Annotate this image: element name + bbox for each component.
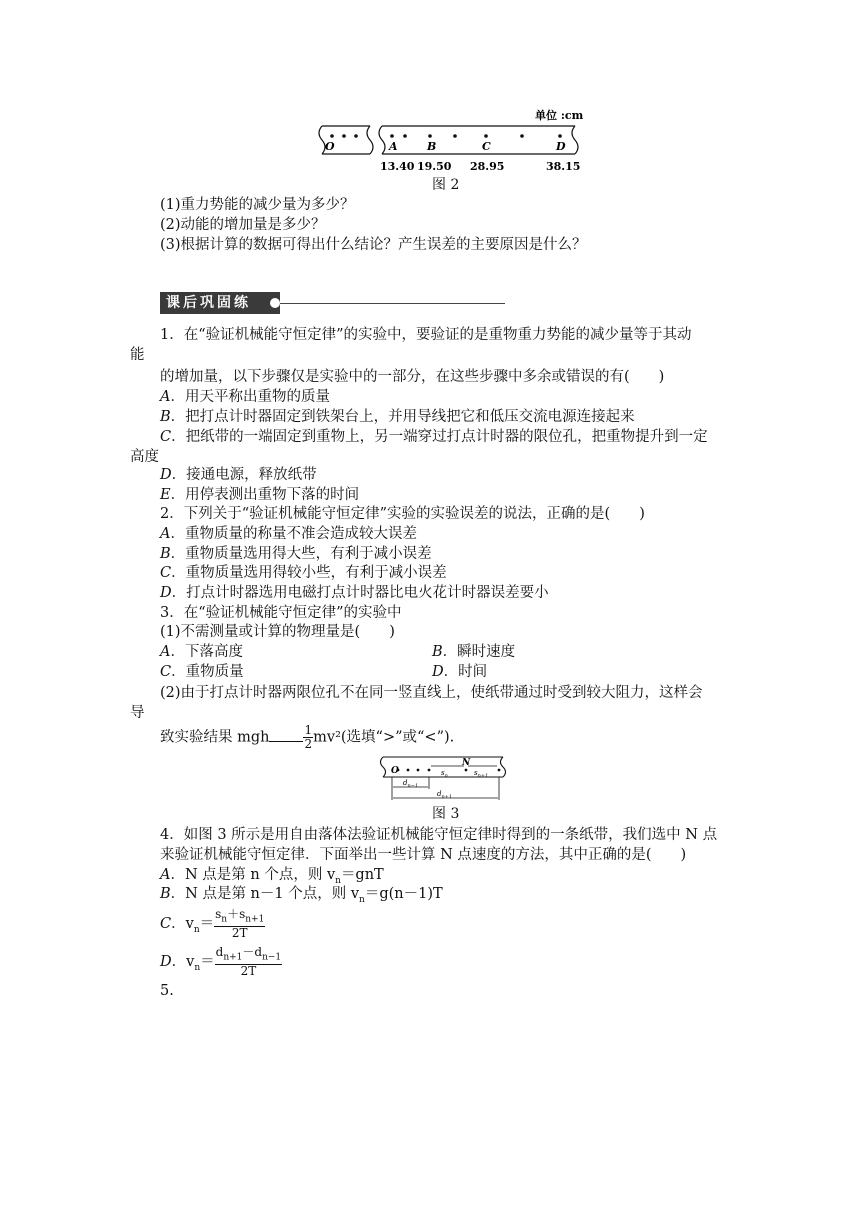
figure-3-tape bbox=[375, 754, 510, 806]
q1-option-b: B．把打点计时器固定到铁架台上，并用导线把它和低压交流电源连接起来 bbox=[160, 409, 635, 425]
q3-option-b: B．瞬时速度 bbox=[432, 644, 516, 660]
point-D: D bbox=[556, 140, 566, 153]
q2-option-a: A．重物质量的称量不准会造成较大误差 bbox=[160, 526, 417, 542]
point-C: C bbox=[482, 140, 491, 153]
q1-stem-c: 的增加量，以下步骤仅是实验中的一部分，在这些步骤中多余或错误的有( ) bbox=[160, 369, 665, 385]
value-C: 28.95 bbox=[470, 160, 505, 173]
q3-option-d: D．时间 bbox=[432, 664, 488, 680]
fig3-label-O: O bbox=[391, 766, 399, 776]
q2-stem: 2．下列关于“验证机械能守恒定律”实验的实验误差的说法，正确的是( ) bbox=[160, 506, 645, 522]
q4-stem-a: 4．如图 3 所示是用自由落体法验证机械能守恒定律时得到的一条纸带，我们选中 N 点 bbox=[160, 827, 718, 843]
q1-stem-a: 1．在“验证机械能守恒定律”的实验中，要验证的是重物重力势能的减少量等于其动 bbox=[160, 327, 692, 343]
q1-option-a: A．用天平称出重物的质量 bbox=[160, 389, 330, 405]
q4-option-b: B．N 点是第 n－1 个点，则 $v_n=g(n-1)T$ bbox=[160, 886, 443, 905]
q3-stem: 3．在“验证机械能守恒定律”的实验中 bbox=[160, 605, 402, 621]
q3-option-c: C．重物质量 bbox=[160, 664, 244, 680]
q4-option-d: D．$v_n=$ $\frac{d_{n+1}-d_{n-1}}{2T}$ bbox=[160, 945, 282, 979]
fig3-label-dn1: $d_{n+1}$ bbox=[437, 790, 453, 800]
fig3-label-dn-1: $d_{n-1}$ bbox=[403, 779, 419, 789]
q3-sub2-b: 导 bbox=[130, 705, 145, 721]
fig3-label-N: N bbox=[462, 758, 471, 768]
q3-option-a: A．下落高度 bbox=[160, 644, 243, 660]
q1-option-e: E．用停表测出重物下落的时间 bbox=[160, 487, 360, 503]
section-title: 课后巩固练 bbox=[160, 292, 280, 314]
point-B: B bbox=[427, 140, 437, 153]
value-B: 19.50 bbox=[417, 160, 452, 173]
q4-option-c: C．$v_n=$ $\frac{s_n+s_{n+1}}{2T}$ bbox=[160, 907, 265, 941]
q2-option-b: B．重物质量选用得大些，有利于减小误差 bbox=[160, 546, 432, 562]
point-A: A bbox=[389, 140, 398, 153]
question-top-2: (2)动能的增加量是多少？ bbox=[160, 217, 326, 233]
answer-blank[interactable] bbox=[269, 729, 303, 742]
q2-option-c: C．重物质量选用得较小些，有利于减小误差 bbox=[160, 565, 447, 581]
q2-option-d: D．打点计时器选用电磁打点计时器比电火花计时器误差要小 bbox=[160, 585, 549, 601]
value-A: 13.40 bbox=[380, 160, 415, 173]
value-D: 38.15 bbox=[546, 160, 581, 173]
fig3-label-sn: $s_n$ bbox=[441, 769, 448, 779]
figure-2-tape bbox=[310, 108, 595, 178]
figure-2-caption: 图 2 bbox=[432, 177, 460, 193]
q1-option-d: D．接通电源，释放纸带 bbox=[160, 467, 317, 483]
q5-number: 5. bbox=[160, 983, 174, 999]
section-divider bbox=[280, 303, 505, 304]
q3-sub1: (1)不需测量或计算的物理量是( ) bbox=[160, 624, 395, 640]
fig3-label-sn1: $s_{n+1}$ bbox=[474, 769, 489, 779]
q3-sub2-a: (2)由于打点计时器两限位孔不在同一竖直线上，使纸带通过时受到较大阻力，这样会 bbox=[160, 685, 703, 701]
q4-option-a: A．N 点是第 n 个点，则 $v_n=gnT$ bbox=[160, 867, 384, 886]
q1-stem-b: 能 bbox=[130, 347, 145, 363]
question-top-1: (1)重力势能的减少量为多少？ bbox=[160, 197, 355, 213]
q3-sub2-c: 致实验结果 mgh $\frac{1}{2}$ mv²(选填“>”或“<”). bbox=[160, 723, 455, 751]
section-dot-icon bbox=[270, 298, 280, 308]
question-top-3: (3)根据计算的数据可得出什么结论？产生误差的主要原因是什么？ bbox=[160, 237, 587, 253]
q4-stem-b: 来验证机械能守恒定律．下面举出一些计算 N 点速度的方法，其中正确的是( ) bbox=[160, 847, 687, 863]
unit-label: 单位 :cm bbox=[535, 109, 584, 122]
q1-option-c-cont: 高度 bbox=[130, 449, 159, 465]
figure-3-caption: 图 3 bbox=[432, 806, 460, 822]
fraction-half: $\frac{1}{2}$ bbox=[304, 723, 313, 751]
q1-option-c: C．把纸带的一端固定到重物上，另一端穿过打点计时器的限位孔，把重物提升到一定 bbox=[160, 429, 708, 445]
point-O: O bbox=[325, 140, 335, 153]
